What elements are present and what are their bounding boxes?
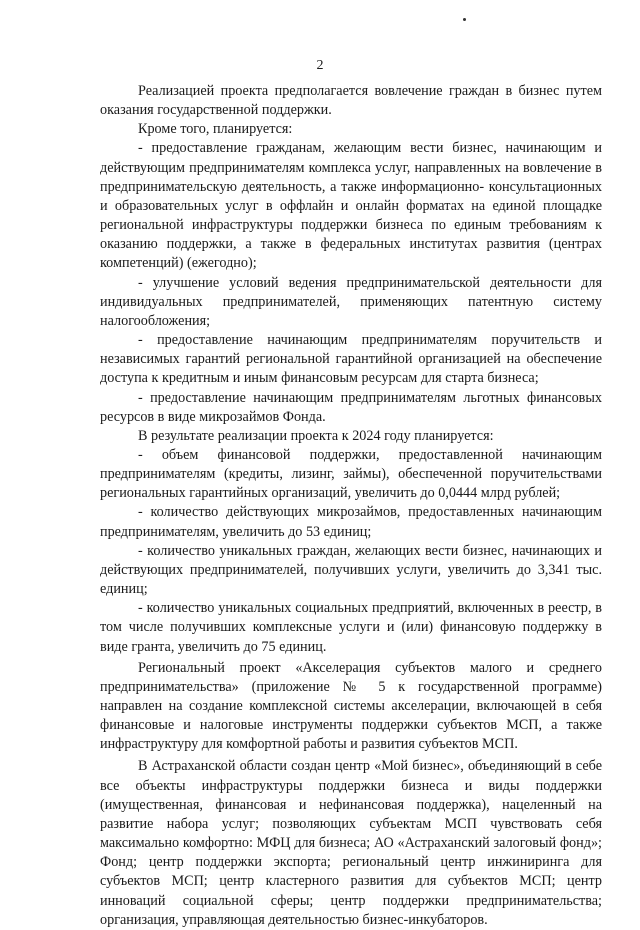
result-item-financial-support: - объем финансовой поддержки, предоставленной начинающим предпринимателям (кредиты, лизинг, займы), обеспеченной поручительствами региональных гарантийных организаций, увеличить до 0,0444 млрд рублей; <box>100 446 602 502</box>
plan-item-guarantees: - предоставление начинающим предпринимателям поручительств и независимых гарантий региональной гарантийной организацией на обеспечение доступа к кредитным и иным финансовым ресурсам для старта бизнеса; <box>100 332 602 387</box>
paragraph-results-heading: В результате реализации проекта к 2024 году планируется: <box>138 427 494 444</box>
document-body <box>100 82 602 930</box>
plan-item-services: - предоставление гражданам, желающим вести бизнес, начинающим и действующим предпринимателям комплекса услуг, направленных на вовлечение в предпринимательскую деятельность, а также информационно- консультационных и образовательных услуг в оффлайн и онлайн форматах на единой площадке региональной инфраструктуры поддержки бизнеса по единым требованиям к оказанию поддержки, а также в федеральных институтах развития (центрах компетенций) (ежегодно); <box>100 140 602 272</box>
paragraph-acceleration-project: Региональный проект «Акселерация субъектов малого и среднего предпринимательства» (приложение № 5 к государственной программе) направлен на создание комплексной системы акселерации, включающей в себя финансовые и налоговые инструменты поддержки субъектов МСП, а также инфраструктуру для комфортной работы и развития субъектов МСП. <box>100 659 602 753</box>
page-number: 2 <box>316 58 324 73</box>
result-item-unique-citizens: - количество уникальных граждан, желающих вести бизнес, начинающих и действующих предпринимателей, получивших услуги, увеличить до 3,341 тыс. единиц; <box>100 542 602 598</box>
paragraph-plans-heading: Кроме того, планируется: <box>138 121 293 138</box>
paragraph-intro: Реализацией проекта предполагается вовлечение граждан в бизнес путем оказания государственной поддержки. <box>100 83 602 119</box>
result-item-microloans: - количество действующих микрозаймов, предоставленных начинающим предпринимателям, увеличить до 53 единиц; <box>100 504 602 540</box>
paragraph-my-business-center: В Астраханской области создан центр «Мой бизнес», объединяющий в себе все объекты инфраструктуры поддержки бизнеса и виды поддержки (имущественная, финансовая и нефинансовая поддержка), нацеленный на развитие набора услуг; позволяющих субъектам МСП чувствовать себя максимально комфортно: МФЦ для бизнеса; АО «Астраханский залоговый фонд»; Фонд; центр поддержки экспорта; региональный центр инжиниринга для субъектов МСП; центр кластерного развития для субъектов МСП; центр инноваций социальной сферы; центр поддержки предпринимательства; организация, управляющая деятельностью бизнес-инкубаторов. <box>100 758 602 928</box>
scan-speck <box>463 18 466 21</box>
plan-item-patent-tax: - улучшение условий ведения предпринимательской деятельности для индивидуальных предпринимателей, применяющих патентную систему налогообложения; <box>100 274 602 329</box>
plan-item-microloans: - предоставление начинающим предпринимателям льготных финансовых ресурсов в виде микрозаймов Фонда. <box>100 389 602 425</box>
result-item-social-enterprises: - количество уникальных социальных предприятий, включенных в реестр, в том числе получивших комплексные услуги и (или) финансовую поддержку в виде гранта, увеличить до 75 единиц. <box>100 600 602 655</box>
